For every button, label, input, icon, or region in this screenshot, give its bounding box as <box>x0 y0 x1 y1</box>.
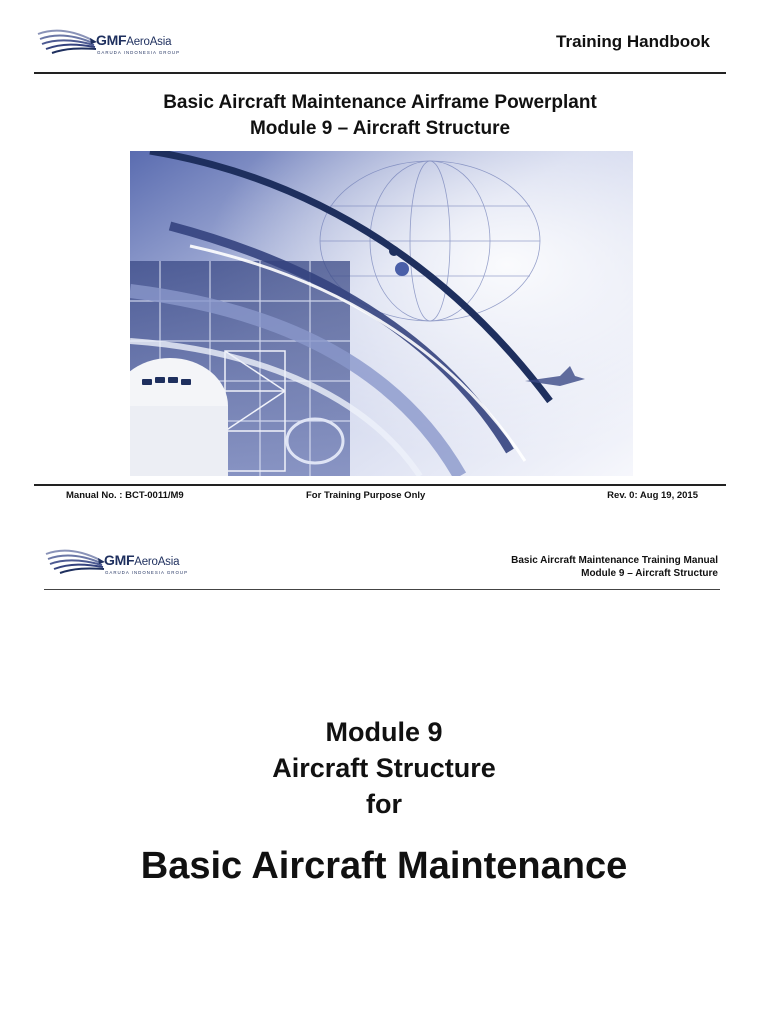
module-topic: Aircraft Structure <box>272 753 496 783</box>
footer-rule <box>34 484 726 486</box>
logo-group-text: GARUDA INDONESIA GROUP <box>97 50 180 55</box>
logo-wordmark <box>104 552 179 570</box>
logo-gmf-text: GMF <box>104 552 135 568</box>
manual-number: Manual No. : BCT-0011/M9 <box>66 490 184 501</box>
manual-header-line2: Module 9 – Aircraft Structure <box>581 568 718 579</box>
logo-aeroasia-text: AeroAsia <box>134 556 180 568</box>
cover-image <box>130 151 633 476</box>
module-number: Module 9 <box>325 717 443 747</box>
logo-wordmark <box>96 32 171 50</box>
for-connector: for <box>366 789 402 819</box>
page2-header-rule <box>44 589 720 590</box>
header-rule <box>34 72 726 74</box>
course-title: Basic Aircraft Maintenance <box>140 845 628 887</box>
handbook-label: Training Handbook <box>556 32 710 51</box>
manual-header-line1: Basic Aircraft Maintenance Training Manual <box>511 555 718 566</box>
gmf-logo <box>36 26 196 60</box>
gmf-logo-page2 <box>44 546 204 580</box>
document-title: Basic Aircraft Maintenance Airframe Powerplant <box>163 92 597 113</box>
cover-illustration <box>130 151 633 476</box>
logo-group-text: GARUDA INDONESIA GROUP <box>105 570 188 575</box>
garuda-wing-icon <box>36 26 98 58</box>
logo-aeroasia-text: AeroAsia <box>126 36 172 48</box>
training-purpose-note: For Training Purpose Only <box>306 490 426 501</box>
document-subtitle: Module 9 – Aircraft Structure <box>249 118 511 139</box>
revision-date: Rev. 0: Aug 19, 2015 <box>607 490 698 501</box>
logo-gmf-text: GMF <box>96 32 127 48</box>
garuda-wing-icon <box>44 546 106 578</box>
